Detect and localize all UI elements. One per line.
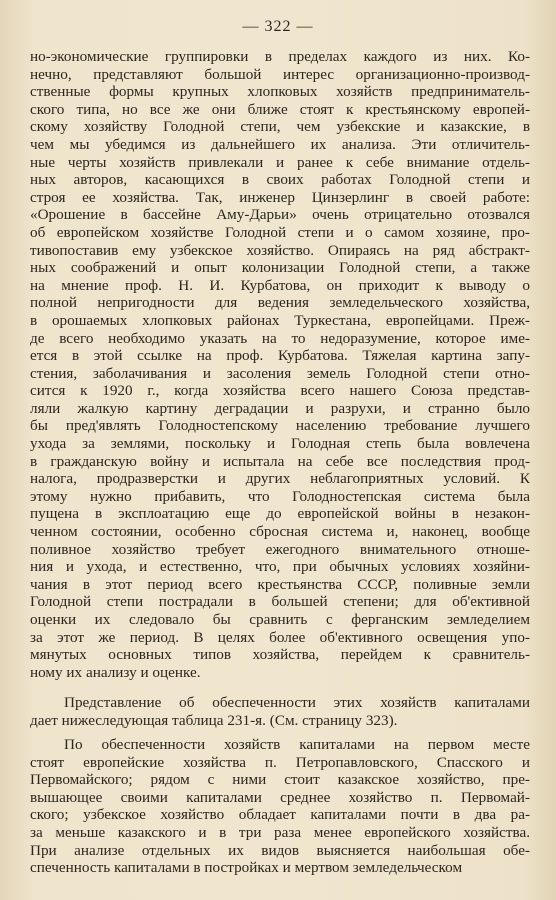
text-line: ского; узбекское хозяйство обладает капиталами почти в два ра- (30, 806, 530, 824)
text-line: в гражданскую войну и испытала на себе все последствия прод- (30, 452, 530, 470)
text-line: ному их анализу и оценке. (30, 663, 201, 681)
text-line: ных соображений и опыт колонизации Голодной степи, а также (30, 259, 530, 277)
text-line: бы пред'являть Голодностепскому населению требование лучшего (30, 417, 530, 435)
text-line: По обеспеченности хозяйств капиталами на первом месте (64, 736, 530, 753)
text-line: сится к 1920 г., когда хозяйства всего нашего Союза представ- (30, 382, 530, 400)
page-number: — 322 — (242, 18, 314, 35)
text-line: вышающее своими капиталами среднее хозяйство п. Первомай- (30, 788, 530, 806)
paragraph-2 (30, 694, 530, 729)
text-line: ния и ухода, и естественно, что, при обычных условиях хозяйни- (30, 558, 530, 576)
text-line: за этот же период. В целях более об'ективного освещения упо- (30, 628, 530, 646)
text-line: Голодной степи пострадали в большей степени; для об'ективной (30, 593, 530, 611)
text-line: чем мы убедимся из дальнейшего их анализа. Эти отличитель- (30, 135, 530, 153)
text-line: нечно, представляют большой интерес организационно-производ- (30, 65, 530, 83)
text-line: в орошаемых хлопковых районах Туркестана, европейцами. Преж- (30, 311, 530, 329)
text-line: При анализе отдельных их видов выясняется наибольшая обе- (30, 841, 530, 859)
text-line: ляли жалкую картину деградации и разрухи, и странно было (30, 399, 530, 417)
paragraph-3 (30, 736, 530, 877)
text-line: чания в этот период всего крестьянства СССР, поливные земли (30, 575, 530, 593)
text-line: спеченность капиталами в постройках и мертвом земледельческом (30, 859, 463, 877)
text-line: Представление об обеспеченности этих хозяйств капиталами (64, 694, 530, 711)
text-line: стения, заболачивания и засоления земель Голодной степи отно- (30, 364, 530, 382)
text-line: ченном состоянии, особенно сбросная система и, наконец, вообще (30, 523, 530, 541)
text-line: ных авторов, касающихся в своих работах Голодной степи и (30, 171, 530, 189)
text-line: де всего необходимо указать на то недоразумение, которое име- (30, 329, 530, 347)
text-line: полной непригодности для ведения земледельческого хозяйства, (30, 294, 530, 312)
text-line: дает нижеследующая таблица 231-я. (См. страницу 323). (30, 711, 398, 729)
text-line: об европейском хозяйстве Голодной степи и о самом хозяине, про- (30, 223, 530, 241)
text-line: за меньше казакского и в три раза менее европейского хозяйства. (30, 823, 530, 841)
text-line: мянутых основных типов хозяйства, перейдем к сравнитель- (30, 646, 530, 664)
text-line: Первомайского; рядом с ними стоит казакское хозяйство, пре- (30, 771, 530, 789)
paragraph-1 (30, 48, 530, 681)
text-line: оценки их следовало бы сравнить с ферганским земледелием (30, 611, 530, 628)
text-line: ского типа, но все же они ближе стоят к крестьянскому европей- (30, 100, 530, 118)
text-line: но-экономические группировки в пределах каждого из них. Ко- (30, 48, 530, 65)
text-line: ухода за землями, поскольку и Голодная степь была вовлечена (30, 435, 530, 453)
text-line: пущена в эксплоатацию еще до европейской войны в незакон- (30, 505, 530, 523)
text-line: ственные формы крупных хлопковых хозяйств предприниматель- (30, 83, 530, 101)
text-line: ется в этой ссылке на проф. Курбатова. Тяжелая картина запу- (30, 347, 530, 365)
text-line: строя ее хозяйства. Так, инженер Цинзерлинг в своей работе: (30, 188, 530, 206)
text-line: поливное хозяйство требует ежегодного внимательного отноше- (30, 540, 530, 558)
text-line: стоят европейские хозяйства п. Петропавловского, Спасского и (30, 753, 530, 771)
text-line: тивопоставив ему узбекское хозяйство. Опираясь на ряд абстракт- (30, 241, 530, 259)
text-line: «Орошение в бассейне Аму-Дарьи» очень отрицательно отозвался (30, 206, 530, 224)
text-line: ные черты хозяйств привлекали и ранее к себе внимание отдель- (30, 153, 530, 171)
text-line: налога, продразверстки и других неблагоприятных условий. К (30, 470, 530, 488)
text-line: этому нужно прибавить, что Голодностепская система была (30, 487, 530, 505)
text-line: скому хозяйству Голодной степи, чем узбекские и казакские, в (30, 118, 530, 136)
text-line: на мнение проф. Н. И. Курбатова, он приходит к выводу о (30, 276, 530, 294)
